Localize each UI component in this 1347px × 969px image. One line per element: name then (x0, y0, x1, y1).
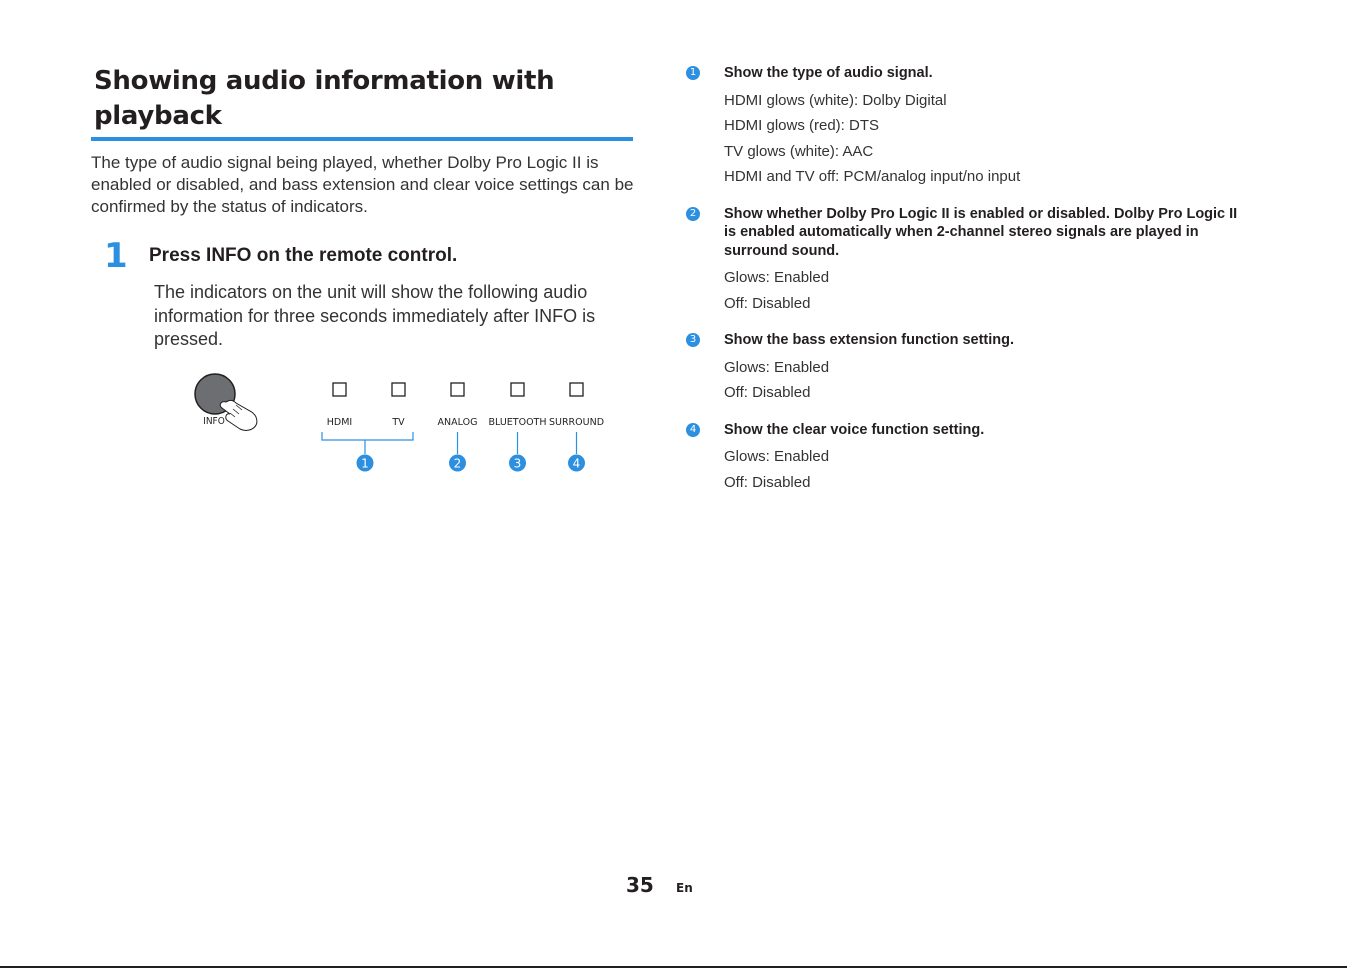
analog-indicator (451, 383, 464, 396)
item-3-heading: Show the bass extension function setting. (724, 332, 1015, 348)
indicator-label-surround: SURROUND (548, 417, 605, 428)
info-item-3 (686, 331, 1246, 406)
page-language: En (676, 881, 693, 895)
item-3-line: Off: Disabled (724, 384, 811, 401)
item-2-line: Glows: Enabled (724, 269, 830, 286)
callout-3-label: 3 (513, 456, 522, 471)
item-4-line: Glows: Enabled (724, 448, 830, 465)
indicator-label-bluetooth: BLUETOOTH (488, 417, 547, 428)
indicator-illustration (180, 365, 620, 482)
tv-indicator (392, 383, 405, 396)
step-title: Press INFO on the remote control. (149, 245, 458, 266)
indicator-label-tv: TV (392, 417, 405, 428)
info-item-4 (686, 421, 1246, 496)
item-1-badge: 1 (686, 66, 700, 80)
page-number: 35 (626, 873, 654, 897)
callout-brackets (322, 432, 577, 454)
item-2-badge: 2 (686, 207, 700, 221)
callout-1-label: 1 (361, 456, 369, 471)
step-body: The indicators on the unit will show the following audio information for three seconds immediately after INFO is pressed. (154, 282, 596, 349)
indicator-label-hdmi: HDMI (326, 417, 353, 428)
item-1-line: HDMI glows (red): DTS (724, 117, 880, 134)
bottom-divider (0, 966, 1347, 968)
item-2-heading: Show whether Dolby Pro Logic II is enabled or disabled. Dolby Pro Logic II is enabled automatically when 2-channel stereo signals are played in surround sound. (724, 205, 1238, 259)
bluetooth-indicator (511, 383, 524, 396)
item-1-line: HDMI and TV off: PCM/analog input/no input (724, 168, 1021, 185)
callout-4-label: 4 (572, 456, 581, 471)
indicator-descriptions (686, 64, 1246, 510)
intro-paragraph: The type of audio signal being played, whether Dolby Pro Logic II is enabled or disabled, and bass extension and clear voice settings can be confirmed by the status of indicators. (91, 153, 634, 216)
item-1-heading: Show the type of audio signal. (724, 65, 933, 81)
item-3-line: Glows: Enabled (724, 358, 830, 376)
item-1-line: HDMI glows (white): Dolby Digital (724, 91, 947, 109)
surround-indicator (570, 383, 583, 396)
step-number: 1 (104, 236, 128, 276)
indicator-diagram (180, 365, 620, 477)
indicator-label-analog: ANALOG (437, 417, 478, 428)
item-4-badge: 4 (686, 423, 700, 437)
info-item-2 (686, 205, 1246, 317)
callout-2-label: 2 (453, 456, 462, 471)
hdmi-indicator (333, 383, 346, 396)
item-3-badge: 3 (686, 333, 700, 347)
item-4-heading: Show the clear voice function setting. (724, 421, 985, 438)
item-4-line: Off: Disabled (724, 473, 811, 491)
page-title: Showing audio information with playback (94, 66, 555, 131)
item-2-line: Off: Disabled (724, 294, 811, 312)
item-1-line: TV glows (white): AAC (724, 142, 874, 160)
info-button-label: INFO (203, 416, 225, 427)
title-divider (91, 137, 633, 141)
info-item-1 (686, 64, 1246, 190)
